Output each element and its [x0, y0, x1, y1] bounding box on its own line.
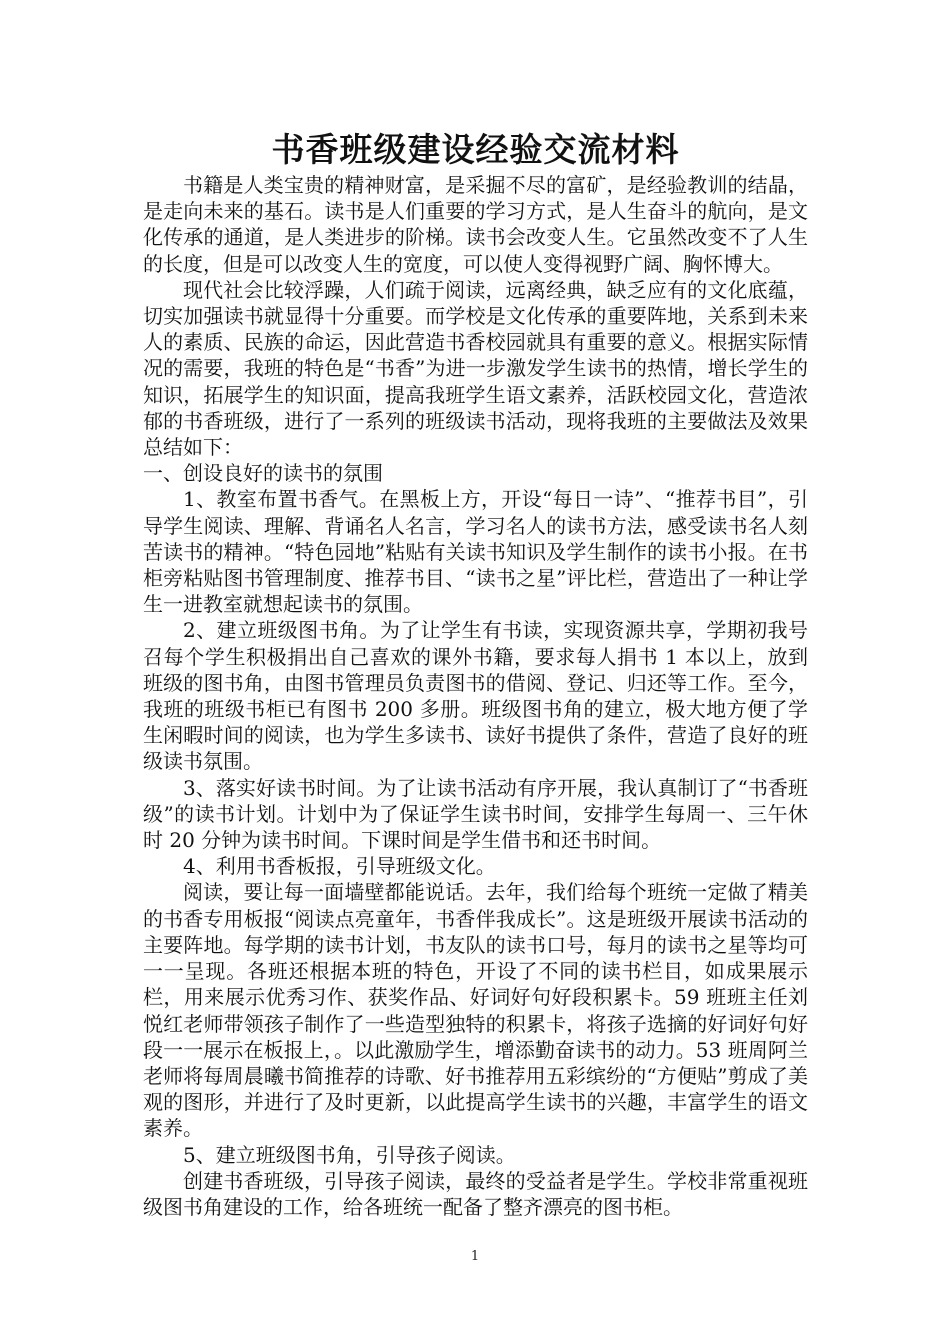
- section-heading-1: 一、创设良好的读书的氛围: [143, 461, 383, 486]
- paragraph-blackboard-heading: 4、利用书香板报，引导班级文化。: [183, 854, 496, 879]
- paragraph-reading-time: 3、落实好读书时间。为了让读书活动有序开展，我认真制订了“书香班级”的读书计划。计划中为了保证学生读书时间，安排学生每周一、三午休时 20 分钟为读书时间。下课时间是学生借书和还书时间。: [143, 775, 808, 853]
- paragraph-book-corner-heading: 5、建立班级图书角，引导孩子阅读。: [183, 1142, 516, 1167]
- paragraph-classroom-decoration: 1、教室布置书香气。在黑板上方，开设“每日一诗”、“推荐书目”，引导学生阅读、理解、背诵名人名言，学习名人的读书方法，感受读书名人刻苦读书的精神。“特色园地”粘贴有关读书知识及学生制作的读书小报。在书柜旁粘贴图书管理制度、推荐书目、“读书之星”评比栏，营造出了一种让学生一进教室就想起读书的氛围。: [143, 487, 808, 617]
- document-body: [143, 128, 808, 1220]
- paragraph-intro: 书籍是人类宝贵的精神财富，是采掘不尽的富矿，是经验教训的结晶，是走向未来的基石。读书是人们重要的学习方式，是人生奋斗的航向，是文化传承的通道，是人类进步的阶梯。读书会改变人生。它虽然改变不了人生的长度，但是可以改变人生的宽度，可以使人变得视野广阔、胸怀博大。: [143, 173, 808, 276]
- paragraph-blackboard: 阅读，要让每一面墙壁都能说话。去年，我们给每个班统一定做了精美的书香专用板报“阅读点亮童年，书香伴我成长”。这是班级开展读书活动的主要阵地。每学期的读书计划，书友队的读书口号，每月的读书之星等均可一一呈现。各班还根据本班的特色，开设了不同的读书栏目，如成果展示栏，用来展示优秀习作、获奖作品、好词好句好段积累卡。59 班班主任刘悦红老师带领孩子制作了一些造型独特的积累卡，将孩子选摘的好词好句好段一一展示在板报上，。以此激励学生，增添勤奋读书的动力。53 班周阿兰老师将每周晨曦书简推荐的诗歌、好书推荐用五彩缤纷的“方便贴”剪成了美观的图形，并进行了及时更新，以此提高学生读书的兴趣，丰富学生的语文素养。: [143, 880, 808, 1141]
- paragraph-book-corner: 2、建立班级图书角。为了让学生有书读，实现资源共享，学期初我号召每个学生积极捐出自己喜欢的课外书籍，要求每人捐书 1 本以上，放到班级的图书角，由图书管理员负责图书的借阅、登记、归还等工作。至今，我班的班级书柜已有图书 200 多册。班级图书角的建立，极大地方便了学生闲暇时间的阅读，也为学生多读书、读好书提供了条件，营造了良好的班级读书氛围。: [143, 618, 808, 774]
- page-number: 1: [470, 1249, 480, 1264]
- document-title: 书香班级建设经验交流材料: [271, 130, 680, 169]
- paragraph-background: 现代社会比较浮躁，人们疏于阅读，远离经典，缺乏应有的文化底蕴，切实加强读书就显得十分重要。而学校是文化传承的重要阵地，关系到未来人的素质、民族的命运，因此营造书香校园就具有重要的意义。根据实际情况的需要，我班的特色是“书香”为进一步激发学生读书的热情，增长学生的知识，拓展学生的知识面，提高我班学生语文素养，活跃校园文化，营造浓郁的书香班级，进行了一系列的班级读书活动，现将我班的主要做法及效果总结如下：: [143, 277, 808, 460]
- paragraph-book-corner-detail: 创建书香班级，引导孩子阅读，最终的受益者是学生。学校非常重视班级图书角建设的工作，给各班统一配备了整齐漂亮的图书柜。: [143, 1168, 808, 1219]
